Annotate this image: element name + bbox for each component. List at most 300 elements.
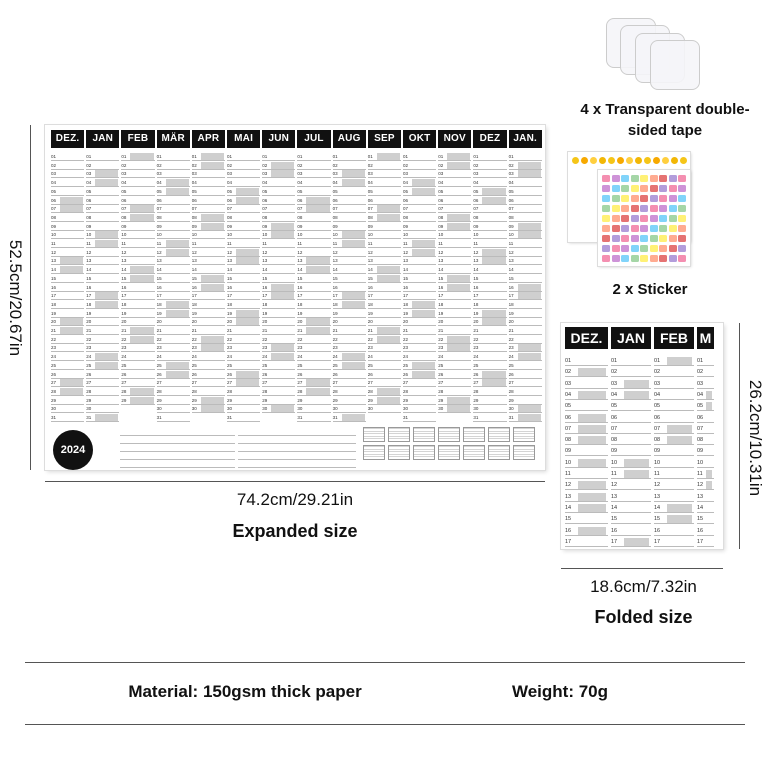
day-row: [438, 179, 471, 187]
day-number: 01: [403, 154, 409, 159]
folded-day-row: [654, 527, 694, 536]
day-number: 01: [473, 154, 479, 159]
day-row: [262, 397, 295, 405]
day-row: [403, 292, 436, 300]
weekend-shade: [306, 388, 329, 395]
folded-day-row: [565, 380, 608, 389]
day-number: 05: [367, 188, 373, 194]
color-sticker: [612, 185, 620, 192]
day-number: 24: [367, 354, 373, 360]
day-number: 29: [156, 397, 162, 403]
day-row: [509, 266, 542, 274]
day-number: 18: [508, 301, 514, 307]
day-row: [51, 257, 84, 265]
day-number: 08: [156, 214, 162, 220]
color-sticker: [678, 235, 686, 242]
day-number: 27: [332, 380, 338, 386]
day-number: 15: [156, 275, 162, 281]
weekend-shade: [60, 318, 83, 325]
day-number: 15: [403, 275, 409, 281]
day-number: 14: [367, 267, 373, 273]
day-number: 09: [262, 223, 268, 229]
day-number: 10: [438, 232, 444, 238]
folded-day-number: 06: [654, 414, 661, 421]
folded-day-number: 10: [565, 459, 572, 466]
folded-day-number: 17: [654, 538, 661, 545]
day-number: 05: [297, 188, 303, 194]
day-number: 17: [156, 293, 162, 299]
day-row: [297, 397, 330, 405]
weekend-shade: [236, 249, 259, 256]
emoji-sticker: [608, 157, 615, 164]
day-row: [192, 388, 225, 396]
day-number: 11: [86, 241, 91, 246]
weekend-shade: [271, 223, 294, 230]
day-row: [368, 266, 401, 274]
day-number: 29: [332, 397, 338, 403]
day-number: 16: [438, 284, 444, 290]
day-number: 11: [508, 241, 514, 246]
day-row: [262, 240, 295, 248]
day-row: [262, 405, 295, 413]
folded-day-row: [611, 538, 651, 547]
day-row: [509, 301, 542, 309]
folded-day-row: [565, 357, 608, 366]
day-row: [509, 336, 542, 344]
color-sticker: [621, 245, 629, 252]
folded-day-row: [565, 402, 608, 411]
weekend-shade: [201, 153, 224, 160]
day-row: [438, 379, 471, 387]
day-row: [86, 205, 119, 213]
day-row: [403, 188, 436, 196]
weekend-shade: [236, 257, 259, 264]
folded-day-number: 02: [611, 369, 618, 376]
day-number: 12: [438, 249, 444, 255]
weekend-shade: [447, 405, 470, 412]
day-number: 05: [156, 188, 162, 194]
day-row: [297, 344, 330, 352]
day-number: 14: [191, 267, 197, 273]
day-number: 30: [297, 406, 303, 412]
day-row: [438, 275, 471, 283]
folded-day-number: 16: [697, 527, 704, 534]
color-sticker: [669, 225, 677, 232]
folded-day-row: [565, 368, 608, 377]
day-row: [227, 414, 260, 422]
day-number: 28: [191, 388, 197, 394]
day-row: [227, 214, 260, 222]
day-number: 27: [403, 380, 409, 386]
emoji-sticker: [572, 157, 579, 164]
day-row: [403, 388, 436, 396]
weekend-shade: [130, 205, 153, 212]
day-number: 29: [51, 397, 57, 403]
weekend-shade: [624, 391, 649, 399]
folded-day-row: [565, 504, 608, 513]
color-sticker: [678, 245, 686, 252]
day-row: [51, 292, 84, 300]
day-number: 24: [191, 354, 197, 360]
day-row: [368, 379, 401, 387]
day-row: [227, 240, 260, 248]
day-number: 20: [156, 319, 162, 325]
day-number: 02: [262, 162, 268, 168]
color-sticker: [631, 205, 639, 212]
day-number: 14: [297, 267, 303, 273]
day-row: [192, 371, 225, 379]
folded-day-row: [565, 481, 608, 490]
day-number: 15: [332, 275, 338, 281]
folded-month-header: DEZ.: [565, 327, 608, 349]
day-row: [333, 205, 366, 213]
folded-day-number: 02: [654, 369, 661, 376]
day-number: 07: [227, 206, 233, 212]
day-row: [297, 249, 330, 257]
day-row: [333, 388, 366, 396]
day-row: [121, 318, 154, 326]
day-number: 16: [121, 284, 127, 290]
day-row: [473, 170, 506, 178]
day-number: 10: [473, 232, 479, 238]
color-sticker: [669, 175, 677, 182]
folded-day-number: 08: [565, 437, 572, 444]
day-number: 02: [51, 162, 57, 168]
day-row: [368, 162, 401, 170]
weekend-shade: [412, 310, 435, 317]
day-number: 01: [227, 154, 233, 159]
day-row: [368, 257, 401, 265]
day-row: [509, 388, 542, 396]
folded-day-row: [611, 527, 651, 536]
folded-day-row: [565, 493, 608, 502]
day-row: [51, 231, 84, 239]
day-number: 15: [367, 275, 373, 281]
day-row: [262, 284, 295, 292]
day-number: 28: [51, 388, 57, 394]
day-number: 17: [191, 293, 197, 299]
month-header: MÄR: [157, 130, 190, 148]
day-row: [121, 205, 154, 213]
folded-day-row: [697, 481, 714, 490]
folded-day-number: 08: [654, 437, 661, 444]
day-number: 06: [367, 197, 373, 203]
folded-wall-planner: [561, 323, 723, 549]
day-row: [121, 257, 154, 265]
day-row: [121, 327, 154, 335]
day-number: 04: [51, 180, 57, 186]
day-row: [192, 344, 225, 352]
day-number: 21: [156, 328, 162, 333]
day-number: 06: [86, 197, 92, 203]
emoji-sticker: [671, 157, 678, 164]
day-row: [227, 362, 260, 370]
day-row: [509, 179, 542, 187]
day-number: 04: [121, 180, 127, 186]
day-row: [51, 371, 84, 379]
weekend-shade: [412, 371, 435, 378]
weekend-shade: [667, 357, 692, 365]
day-row: [509, 405, 542, 413]
day-row: [51, 310, 84, 318]
day-row: [473, 240, 506, 248]
day-row: [51, 336, 84, 344]
day-number: 21: [332, 328, 338, 333]
day-number: 03: [473, 171, 479, 177]
day-number: 18: [367, 301, 373, 307]
day-number: 16: [367, 284, 373, 290]
color-sticker: [640, 185, 648, 192]
day-row: [438, 301, 471, 309]
day-number: 23: [51, 345, 57, 351]
day-row: [333, 327, 366, 335]
day-row: [403, 362, 436, 370]
weekend-shade: [667, 504, 692, 512]
day-row: [297, 205, 330, 213]
folded-day-row: [697, 538, 714, 547]
weekend-shade: [518, 284, 541, 291]
day-number: 02: [191, 162, 197, 168]
day-row: [333, 292, 366, 300]
day-number: 09: [227, 223, 233, 229]
day-number: 09: [403, 223, 409, 229]
day-number: 19: [51, 310, 57, 316]
day-row: [509, 197, 542, 205]
day-row: [51, 397, 84, 405]
day-row: [297, 292, 330, 300]
day-number: 28: [262, 388, 268, 394]
weekend-shade: [447, 153, 470, 160]
day-row: [227, 188, 260, 196]
day-number: 10: [121, 232, 127, 238]
day-number: 02: [156, 162, 162, 168]
day-number: 13: [121, 258, 127, 264]
weekend-shade: [306, 318, 329, 325]
color-sticker: [640, 175, 648, 182]
day-row: [262, 170, 295, 178]
day-number: 23: [438, 345, 444, 351]
folded-height-label: 26.2cm/10.31in: [746, 379, 765, 497]
day-row: [333, 223, 366, 231]
day-row: [192, 405, 225, 413]
day-row: [262, 310, 295, 318]
weekend-shade: [271, 231, 294, 238]
day-row: [368, 292, 401, 300]
day-row: [403, 153, 436, 161]
expanded-size-caption: Expanded size: [232, 521, 358, 541]
mini-calendar: [513, 445, 535, 460]
day-row: [192, 292, 225, 300]
day-row: [86, 405, 119, 413]
day-row: [86, 249, 119, 257]
weekend-shade: [95, 179, 118, 186]
day-number: 12: [227, 249, 233, 255]
day-row: [51, 266, 84, 274]
day-number: 20: [51, 319, 57, 325]
day-row: [368, 353, 401, 361]
day-row: [121, 301, 154, 309]
day-row: [403, 414, 436, 422]
weekend-shade: [236, 318, 259, 325]
day-number: 28: [403, 388, 409, 394]
day-row: [333, 301, 366, 309]
day-row: [192, 240, 225, 248]
day-number: 16: [191, 284, 197, 290]
day-number: 03: [508, 171, 514, 177]
day-row: [262, 188, 295, 196]
day-number: 10: [86, 232, 92, 238]
color-sticker: [640, 205, 648, 212]
day-number: 15: [473, 275, 479, 281]
weight-spec: Weight: 70g: [511, 682, 609, 701]
folded-day-row: [697, 459, 714, 468]
day-number: 05: [332, 188, 338, 194]
weekend-shade: [377, 397, 400, 404]
folded-day-number: 12: [565, 482, 572, 489]
day-row: [297, 301, 330, 309]
day-number: 27: [367, 380, 373, 386]
color-sticker: [602, 255, 610, 262]
weekend-shade: [518, 170, 541, 177]
day-row: [333, 188, 366, 196]
day-row: [403, 405, 436, 413]
day-row: [262, 179, 295, 187]
folded-day-number: 02: [565, 369, 572, 376]
weekend-shade: [447, 397, 470, 404]
day-row: [509, 162, 542, 170]
weekend-shade: [271, 170, 294, 177]
day-row: [438, 249, 471, 257]
day-row: [297, 188, 330, 196]
color-sticker: [612, 205, 620, 212]
day-number: 31: [156, 415, 162, 420]
color-sticker: [612, 255, 620, 262]
day-number: 20: [121, 319, 127, 325]
day-number: 15: [51, 275, 57, 281]
folded-day-number: 06: [611, 414, 618, 421]
weekend-shade: [518, 405, 541, 412]
day-number: 24: [297, 354, 303, 360]
day-row: [86, 266, 119, 274]
day-row: [403, 344, 436, 352]
day-number: 28: [227, 388, 233, 394]
day-row: [192, 318, 225, 326]
weekend-shade: [60, 327, 83, 334]
folded-day-number: 05: [697, 403, 704, 410]
day-number: 30: [86, 406, 92, 412]
day-number: 25: [438, 362, 444, 368]
day-row: [121, 162, 154, 170]
day-number: 07: [473, 206, 479, 212]
day-number: 28: [156, 388, 162, 394]
day-row: [333, 336, 366, 344]
day-number: 11: [438, 241, 443, 246]
day-number: 31: [86, 415, 92, 420]
day-number: 17: [297, 293, 303, 299]
day-row: [297, 310, 330, 318]
day-number: 12: [508, 249, 514, 255]
day-number: 05: [121, 188, 127, 194]
day-row: [438, 205, 471, 213]
day-number: 14: [227, 267, 233, 273]
day-number: 18: [227, 301, 233, 307]
day-number: 18: [438, 301, 444, 307]
day-row: [368, 249, 401, 257]
day-number: 21: [86, 328, 92, 333]
day-row: [51, 275, 84, 283]
weekend-shade: [306, 197, 329, 204]
color-sticker: [659, 205, 667, 212]
color-sticker: [640, 225, 648, 232]
weekend-shade: [518, 162, 541, 169]
weekend-shade: [447, 162, 470, 169]
day-row: [227, 371, 260, 379]
day-number: 21: [438, 328, 444, 333]
day-number: 14: [508, 267, 514, 273]
day-number: 13: [438, 258, 444, 264]
month-header: JUL: [297, 130, 330, 148]
day-row: [121, 397, 154, 405]
folded-day-row: [611, 481, 651, 490]
day-row: [227, 197, 260, 205]
color-sticker: [640, 235, 648, 242]
day-row: [473, 231, 506, 239]
day-number: 25: [156, 362, 162, 368]
month-header: JUN: [262, 130, 295, 148]
day-number: 16: [262, 284, 268, 290]
day-number: 12: [297, 249, 303, 255]
weekend-shade: [578, 425, 606, 433]
color-sticker: [621, 235, 629, 242]
color-sticker: [650, 225, 658, 232]
day-row: [227, 327, 260, 335]
day-row: [192, 231, 225, 239]
weekend-shade: [412, 301, 435, 308]
day-row: [262, 214, 295, 222]
folded-day-row: [697, 447, 714, 456]
day-row: [438, 266, 471, 274]
day-number: 06: [332, 197, 338, 203]
day-row: [86, 371, 119, 379]
day-row: [368, 179, 401, 187]
day-number: 27: [297, 380, 303, 386]
mini-calendar: [438, 445, 460, 460]
day-number: 31: [403, 415, 409, 420]
folded-day-row: [654, 357, 694, 366]
folded-day-number: 08: [611, 437, 618, 444]
month-header: DEZ: [473, 130, 506, 148]
day-row: [368, 327, 401, 335]
weekend-shade: [236, 197, 259, 204]
day-row: [86, 397, 119, 405]
day-row: [438, 318, 471, 326]
day-number: 05: [191, 188, 197, 194]
weekend-shade: [60, 197, 83, 204]
day-row: [227, 205, 260, 213]
day-row: [368, 170, 401, 178]
day-number: 23: [508, 345, 514, 351]
day-number: 07: [262, 206, 268, 212]
day-row: [473, 214, 506, 222]
day-row: [86, 188, 119, 196]
color-sticker: [602, 225, 610, 232]
weekend-shade: [60, 257, 83, 264]
folded-day-row: [697, 357, 714, 366]
day-number: 19: [473, 310, 479, 316]
day-row: [262, 336, 295, 344]
day-row: [297, 214, 330, 222]
weekend-shade: [706, 470, 712, 478]
